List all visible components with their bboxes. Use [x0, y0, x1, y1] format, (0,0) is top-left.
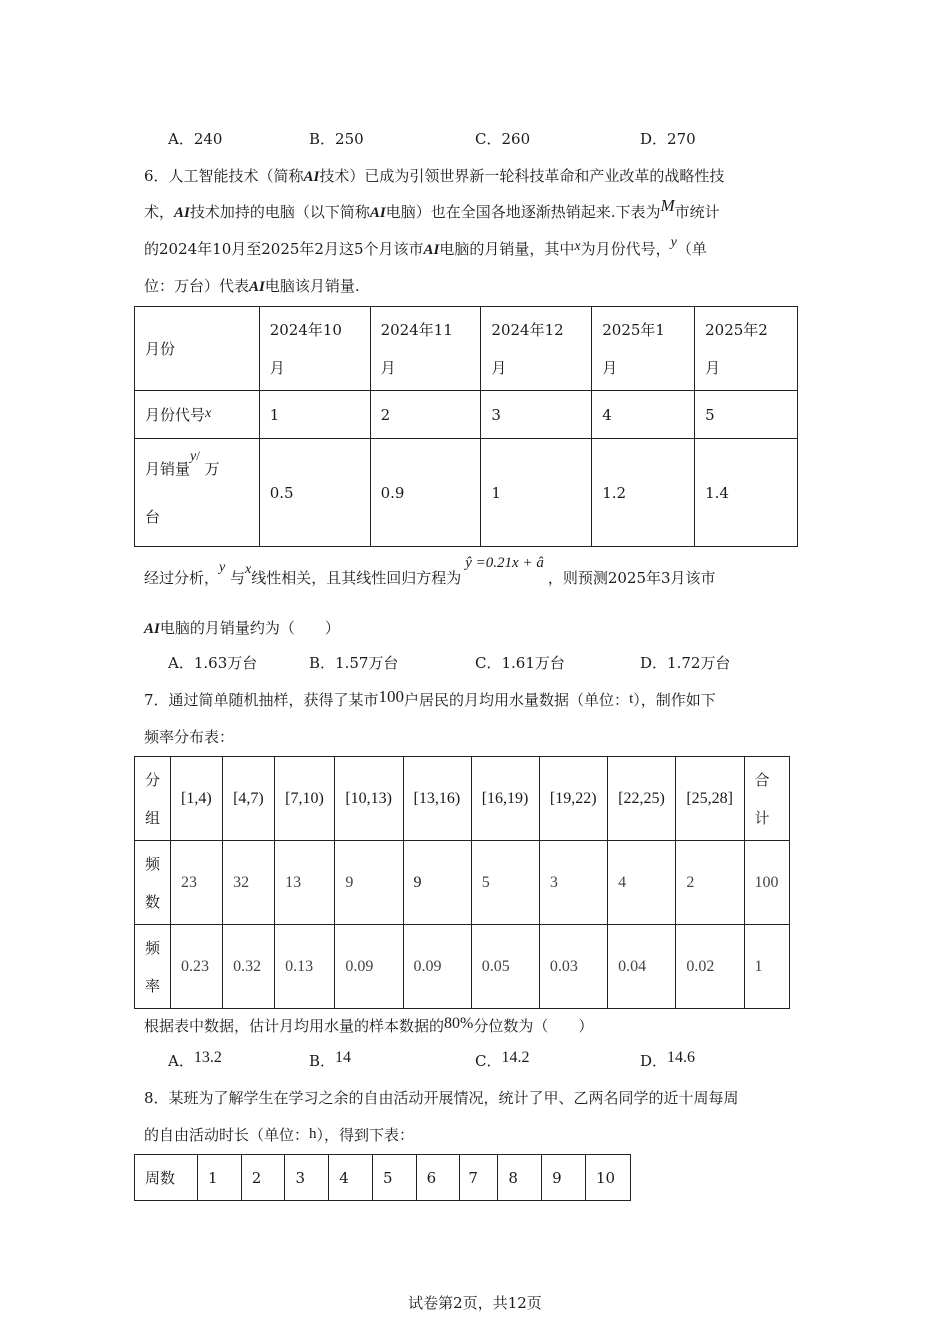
- q7-rate-cell: 0.09: [335, 925, 403, 1009]
- q6-sales-cell: 1.2: [592, 439, 695, 547]
- q6-sales-cell: 0.5: [259, 439, 370, 547]
- q8-line-1: 8．某班为了解学生在学习之余的自由活动开展情况，统计了甲、乙两名同学的近十周每周: [144, 1089, 739, 1107]
- q7-freq-cell: 3: [539, 841, 607, 925]
- q6-line-1: 6．人工智能技术（简称AI技术）已成为引领世界新一轮科技革命和产业改革的战略性技: [144, 167, 725, 185]
- q8-row-weeks: [135, 1155, 631, 1201]
- q7-freq-cell: 4: [608, 841, 676, 925]
- q7-freq-cell: 2: [676, 841, 744, 925]
- q7-group-cell: [13,16): [403, 757, 471, 841]
- q6-label-month: 月份: [135, 307, 260, 391]
- q7-option-d: D．14.6: [640, 1049, 696, 1070]
- q7-row-groups: [135, 757, 790, 841]
- q7-freq-cell: 13: [275, 841, 335, 925]
- q7-option-a: A．13.2: [168, 1049, 222, 1070]
- q7-freq-cell: 32: [223, 841, 275, 925]
- q7-freq-cell: 5: [471, 841, 539, 925]
- q8-weeks-table: [134, 1154, 631, 1201]
- q8-week-cell: 8: [498, 1155, 542, 1201]
- q6-code-cell: 1: [259, 391, 370, 439]
- q5-option-d: D．270: [640, 130, 696, 148]
- q6-after-line-2: AI电脑的月销量约为（ ）: [144, 619, 340, 637]
- q5-option-c: C．260: [475, 130, 531, 148]
- q6-month-cell: 2024年10 月: [259, 307, 370, 391]
- q8-week-cell: 9: [542, 1155, 586, 1201]
- q6-sales-table: [134, 306, 798, 547]
- q7-frequency-table: [134, 756, 790, 1009]
- q7-group-cell: [7,10): [275, 757, 335, 841]
- q7-rate-cell: 0.32: [223, 925, 275, 1009]
- q7-group-cell: [16,19): [471, 757, 539, 841]
- q7-group-cell: [22,25): [608, 757, 676, 841]
- q7-group-cell: [25,28]: [676, 757, 744, 841]
- q7-rate-cell: 0.05: [471, 925, 539, 1009]
- q7-row-frequency: [135, 841, 790, 925]
- q7-header-group: 分 组: [135, 757, 171, 841]
- q6-option-b: B．1.57万台: [309, 654, 399, 672]
- q7-freq-cell: 23: [171, 841, 223, 925]
- q7-header-total: 合 计: [744, 757, 789, 841]
- q6-month-cell: 2024年12 月: [481, 307, 592, 391]
- q7-option-b: B．14: [309, 1049, 352, 1070]
- q7-freq-total: 100: [744, 841, 789, 925]
- q6-month-cell: 2025年2 月: [695, 307, 798, 391]
- q6-sales-cell: 1: [481, 439, 592, 547]
- q7-rate-cell: 0.09: [403, 925, 471, 1009]
- q6-after-line-1: 经过分析，y 与x线性相关，且其线性回归方程为ŷ =0.21x + â，则预测2025年3月该市: [144, 555, 716, 587]
- q6-option-d: D．1.72万台: [640, 654, 731, 672]
- q6-line-2: 术，AI技术加持的电脑（以下简称AI电脑）也在全国各地逐渐热销起来.下表为M市统计: [144, 196, 720, 221]
- q7-rate-cell: 0.13: [275, 925, 335, 1009]
- q7-row-rate: [135, 925, 790, 1009]
- q6-regression-equation: ŷ =0.21x + â: [465, 555, 544, 571]
- q8-week-cell: 5: [372, 1155, 416, 1201]
- q7-line-2: 频率分布表：: [144, 728, 235, 746]
- q7-freq-cell: 9: [335, 841, 403, 925]
- q6-line-3: 的2024年10月至2025年2月这5个月该市AI电脑的月销量，其中x为月份代号，y（单: [144, 235, 707, 258]
- q7-rate-cell: 0.02: [676, 925, 744, 1009]
- q7-line-1: 7．通过简单随机抽样，获得了某市100户居民的月均用水量数据（单位：t），制作如下: [144, 687, 716, 709]
- q8-week-cell: 10: [586, 1155, 631, 1201]
- q6-sales-cell: 1.4: [695, 439, 798, 547]
- q6-row-month: [135, 307, 798, 391]
- q6-option-c: C．1.61万台: [475, 654, 565, 672]
- q7-header-rate: 频 率: [135, 925, 171, 1009]
- q8-week-cell: 2: [241, 1155, 285, 1201]
- q8-line-2: 的自由活动时长（单位：h），得到下表：: [144, 1126, 415, 1144]
- q6-line-4: 位：万台）代表AI电脑该月销量.: [144, 277, 360, 295]
- q7-option-c: C．14.2: [475, 1049, 530, 1070]
- q7-group-cell: [19,22): [539, 757, 607, 841]
- q7-header-frequency: 频 数: [135, 841, 171, 925]
- q6-sales-cell: 0.9: [370, 439, 481, 547]
- q7-group-cell: [1,4): [171, 757, 223, 841]
- q7-group-cell: [10,13): [335, 757, 403, 841]
- q6-month-cell: 2024年11 月: [370, 307, 481, 391]
- q8-week-cell: 7: [460, 1155, 498, 1201]
- q6-label-code: 月份代号x: [135, 391, 260, 439]
- q7-rate-cell: 0.03: [539, 925, 607, 1009]
- q6-month-cell: 2025年1 月: [592, 307, 695, 391]
- q6-row-code: [135, 391, 798, 439]
- q7-freq-cell: 9: [403, 841, 471, 925]
- q6-option-a: A．1.63万台: [168, 654, 258, 672]
- q6-code-cell: 2: [370, 391, 481, 439]
- q6-code-cell: 3: [481, 391, 592, 439]
- q7-rate-cell: 0.23: [171, 925, 223, 1009]
- q6-code-cell: 4: [592, 391, 695, 439]
- q6-row-sales: [135, 439, 798, 547]
- q8-label-weeks: 周数: [135, 1155, 198, 1201]
- q7-group-cell: [4,7): [223, 757, 275, 841]
- page-footer: 试卷第2页，共12页: [408, 1294, 542, 1312]
- q8-week-cell: 3: [285, 1155, 329, 1201]
- q7-after-line: 根据表中数据，估计月均用水量的样本数据的80%分位数为（ ）: [144, 1015, 594, 1035]
- q8-week-cell: 1: [198, 1155, 242, 1201]
- q6-label-sales: 月销量y/ 万 台: [135, 439, 260, 547]
- q7-rate-cell: 0.04: [608, 925, 676, 1009]
- q5-option-a: A．240: [168, 130, 223, 148]
- q6-code-cell: 5: [695, 391, 798, 439]
- q8-week-cell: 4: [329, 1155, 373, 1201]
- q7-rate-total: 1: [744, 925, 789, 1009]
- q5-option-b: B．250: [309, 130, 364, 148]
- q8-week-cell: 6: [416, 1155, 460, 1201]
